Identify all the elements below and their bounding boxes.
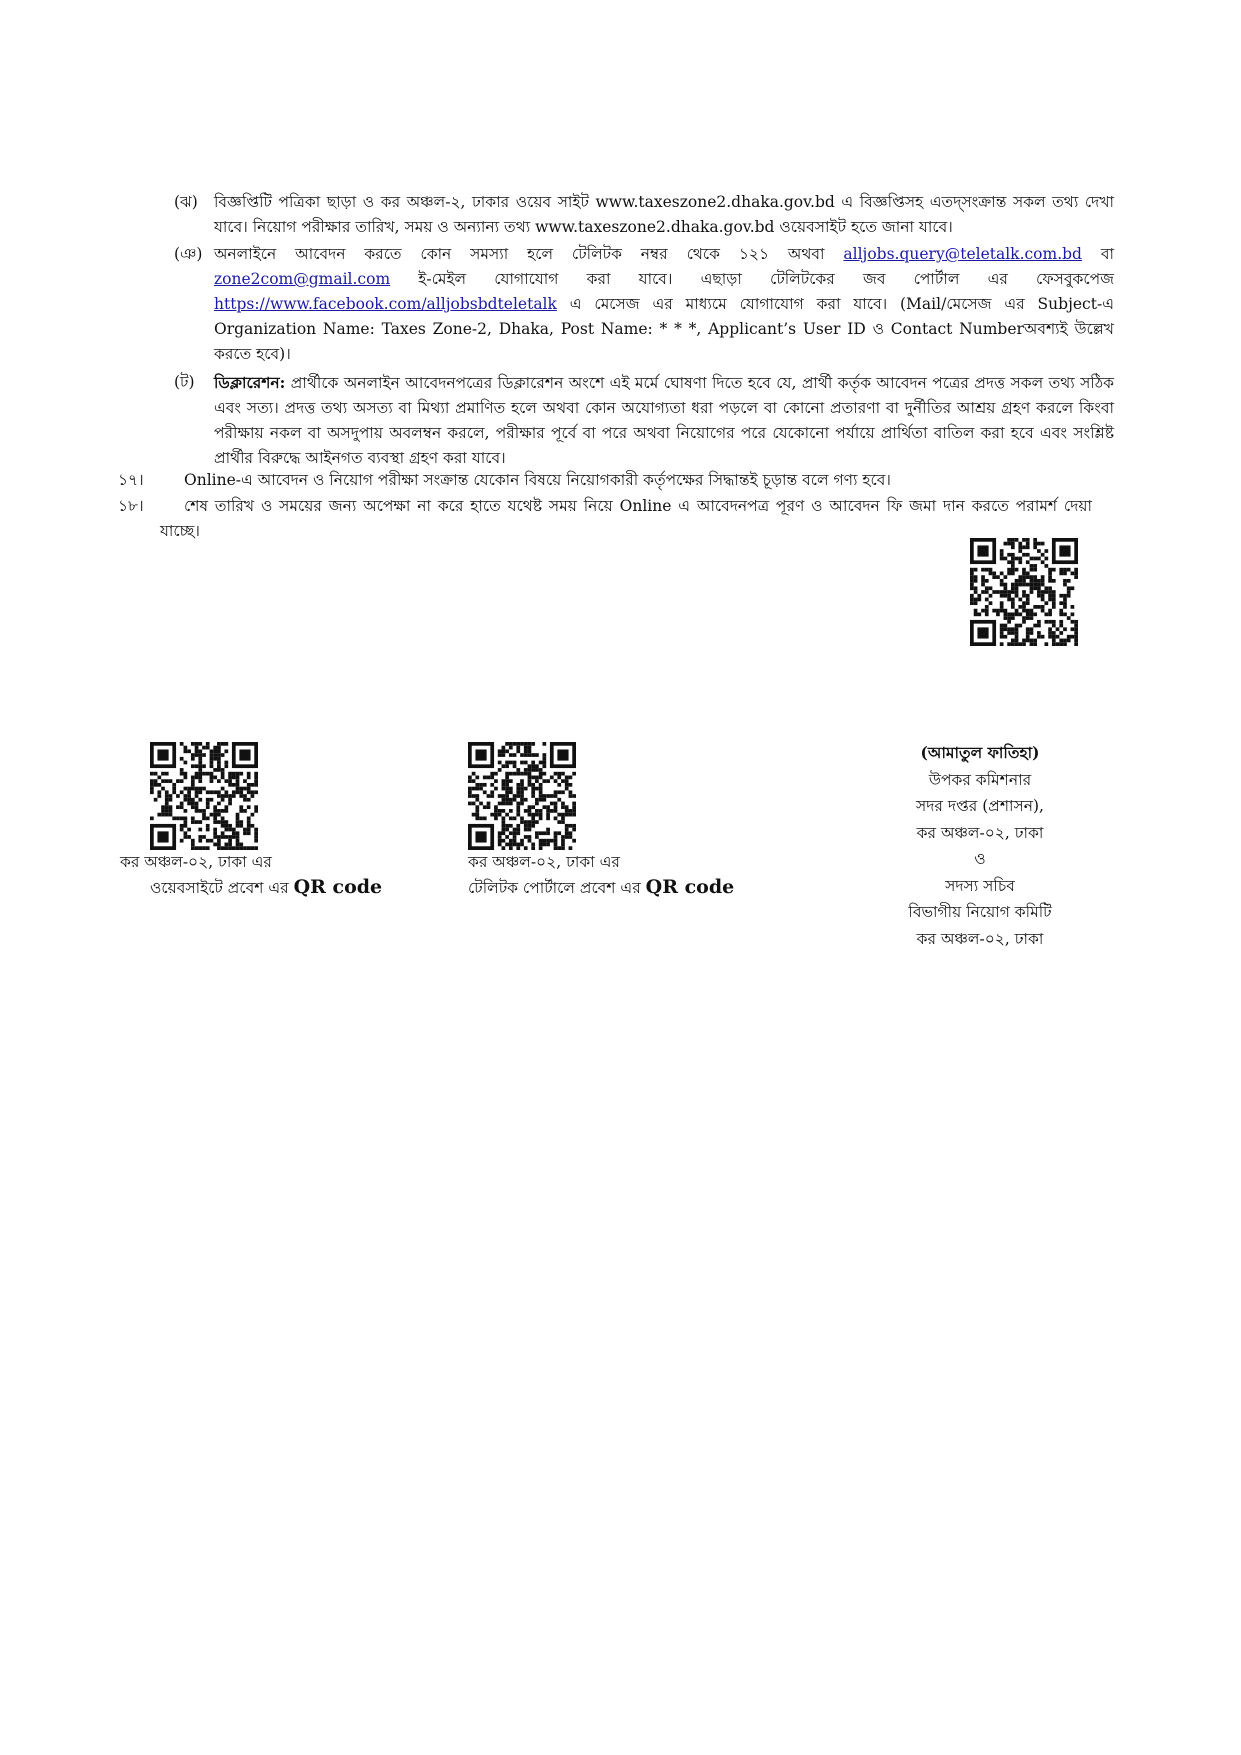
item-text: অনলাইনে আবেদন করতে কোন সমস্যা হলে টেলিটক নম্বর থেকে ১২১ অথবা [214, 245, 844, 263]
item-text: এ মেসেজ এর মাধ্যমে যোগাযোগ করা যাবে। (Mail/মেসেজ এর Subject-এ Organization Name: Taxes Zone-2, Dhaka, Post Name: * * *, Applicant’s User ID ও Contact Numberঅবশ্যই উল্লেখ করতে হবে)। [214, 295, 1114, 363]
signatory-line: কর অঞ্চল-০২, ঢাকা [916, 929, 1044, 948]
qr-code-teletalk [468, 742, 576, 850]
item-text: প্রার্থীকে অনলাইন আবেদনপত্রের ডিক্লারেশন অংশে এই মর্মে ঘোষণা দিতে হবে যে, প্রার্থী কর্তৃক আবেদন পত্রের প্রদত্ত সকল তথ্য সঠিক এবং সত্য। প্রদত্ত তথ্য অসত্য বা মিথ্যা প্রমাণিত হলে অথবা কোন অযোগ্যতা ধরা পড়লে বা কোনো প্রতারণা বা দুর্নীতির আশ্রয় গ্রহণ করলে কিংবা পরীক্ষায় নকল বা অসদুপায় অবলম্বন করলে, পরীক্ষার পূর্বে বা পরে অথবা নিয়োগের পরে যেকোনো পর্যায়ে প্রার্থিতা বাতিল করা হবে এবং সংশ্লিষ্ট প্রার্থীর বিরুদ্ধে আইনগত ব্যবস্থা গ্রহণ করা যাবে। [214, 374, 1114, 467]
item-jha [174, 190, 1114, 240]
item-number: ১৮। [118, 497, 144, 515]
item-text: Online-এ আবেদন ও নিয়োগ পরীক্ষা সংক্রান্ত যেকোন বিষয়ে নিয়োগকারী কর্তৃপক্ষের সিদ্ধান্তই চূড়ান্ত বলে গণ্য হবে। [184, 471, 891, 489]
caption-line: কর অঞ্চল-০২, ঢাকা এর [120, 853, 272, 871]
signatory-line: সদর দপ্তর (প্রশাসন), [916, 797, 1044, 815]
email-link-zone2[interactable]: zone2com@gmail.com [214, 270, 391, 288]
qr-code-image [970, 538, 1078, 646]
signatory-name: (আমাতুল ফাতিহা) [920, 743, 1040, 762]
item-marker: (ঞ) [174, 245, 203, 263]
declaration-label: ডিক্লারেশন: [214, 373, 286, 392]
item-nya [174, 242, 1114, 367]
signatory-line: ও [974, 850, 986, 868]
caption-line: টেলিটক পোর্টালে প্রবেশ এর QR code [468, 876, 735, 898]
caption-line: ওয়েবসাইটে প্রবেশ এর QR code [150, 876, 383, 898]
qr-caption-teletalk [468, 850, 808, 901]
item-text: শেষ তারিখ ও সময়ের জন্য অপেক্ষা না করে হাতে যথেষ্ট সময় নিয়ে Online এ আবেদনপত্র পূরণ ও আবেদন ফি জমা দান করতে পরামর্শ দেয়া যাচ্ছে। [160, 497, 1092, 540]
signature-block [860, 740, 1100, 952]
item-ta [174, 370, 1114, 471]
item-marker: (ট) [174, 373, 195, 391]
signatory-line: বিভাগীয় নিয়োগ কমিটি [908, 903, 1052, 921]
signatory-line: উপকর কমিশনার [928, 770, 1032, 789]
email-link-teletalk[interactable]: alljobs.query@teletalk.com.bd [843, 245, 1082, 263]
item-text: ই-মেইল যোগাযোগ করা যাবে। এছাড়া টেলিটকের জব পোর্টাল এর ফেসবুকপেজ [390, 270, 1114, 288]
caption-line: কর অঞ্চল-০২, ঢাকা এর [468, 853, 620, 871]
item-marker: (ঝ) [174, 193, 198, 211]
signatory-line: সদস্য সচিব [945, 876, 1015, 895]
qr-code-label: QR code [293, 876, 383, 898]
qr-code-label: QR code [645, 876, 735, 898]
item-text: বিজ্ঞপ্তিটি পত্রিকা ছাড়া ও কর অঞ্চল-২, ঢাকার ওয়েব সাইট www.taxeszone2.dhaka.gov.bd এ বিজ্ঞপ্তিসহ এতদ্‌সংক্রান্ত সকল তথ্য দেখা যাবে। নিয়োগ পরীক্ষার তারিখ, সময় ও অন্যান্য তথ্য www.taxeszone2.dhaka.gov.bd ওয়েবসাইট হতে জানা যাবে। [214, 193, 1114, 236]
facebook-link[interactable]: https://www.facebook.com/alljobsbdteletalk [214, 295, 557, 313]
item-text: বা [1081, 245, 1114, 263]
signatory-line: কর অঞ্চল-০২, ঢাকা [916, 823, 1044, 842]
item-number: ১৭। [118, 471, 144, 489]
qr-code-website [150, 742, 258, 850]
qr-caption-website [118, 850, 418, 901]
